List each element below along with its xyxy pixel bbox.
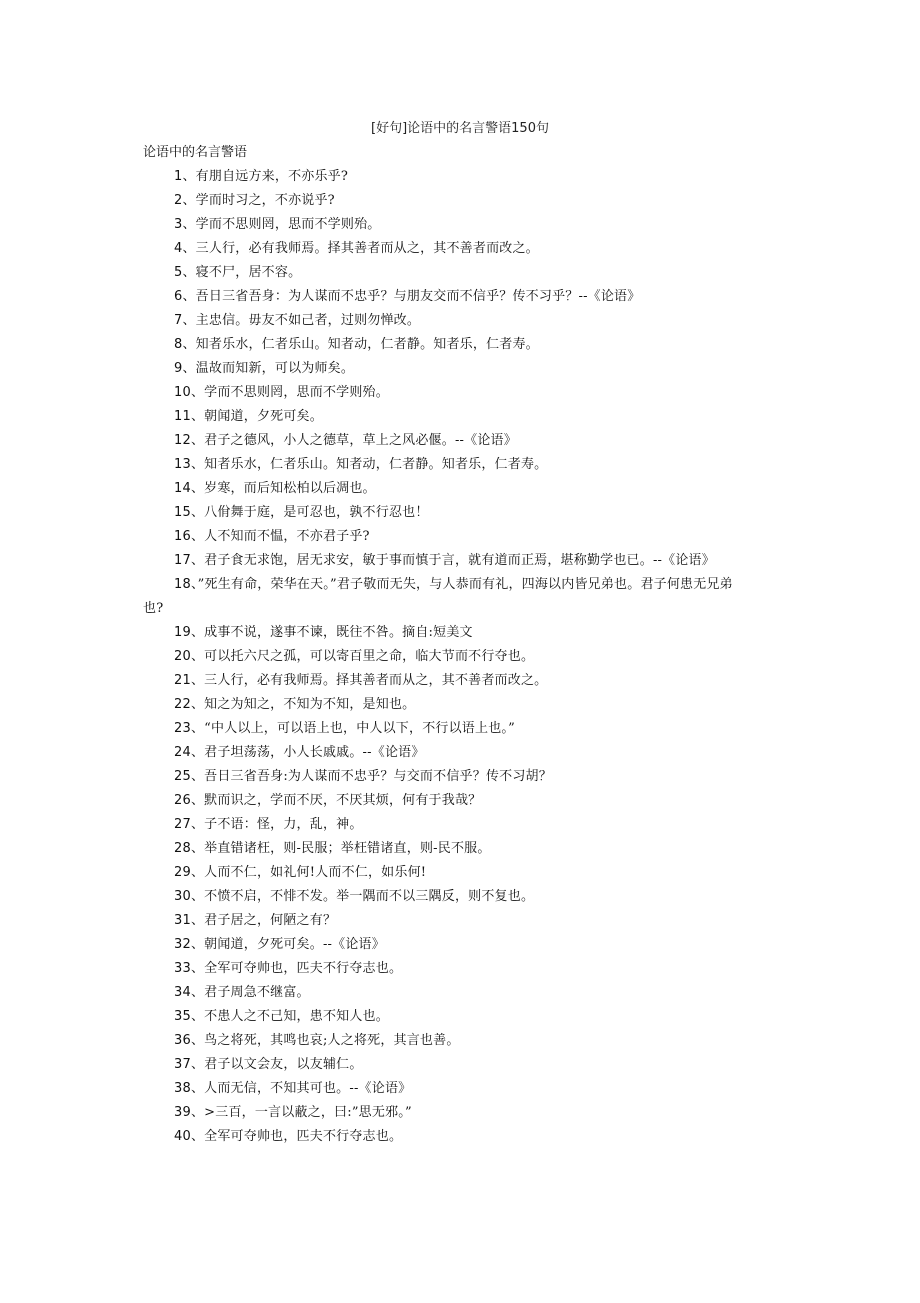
- quote-text: 人而不仁，如礼何!人而不仁，如乐何!: [204, 865, 427, 880]
- quote-number: 17、: [174, 553, 205, 568]
- quote-number: 24、: [174, 745, 205, 760]
- quote-number: 14、: [174, 481, 205, 496]
- document-title: [好句]论语中的名言警语150句: [371, 121, 549, 136]
- quote-number: 8、: [174, 337, 196, 352]
- quote-item: [143, 429, 743, 453]
- quote-item: [143, 621, 743, 645]
- quote-item: [143, 909, 743, 933]
- quote-item: [143, 357, 743, 381]
- quote-number: 39、: [174, 1105, 205, 1120]
- quote-text: ”死生有命，荣华在天。”君子敬而无失，与人恭而有礼，四海以内皆兄弟也。君子何患无兄弟也?: [143, 577, 733, 616]
- quote-text: 吾日三省吾身：为人谋而不忠乎？与朋友交而不信乎？传不习乎？--《论语》: [195, 289, 641, 304]
- quote-item: [143, 741, 743, 765]
- quote-item: [143, 885, 743, 909]
- quote-item: [143, 933, 743, 957]
- quote-item: [143, 309, 743, 333]
- quote-item: [143, 981, 743, 1005]
- quote-text: “中人以上，可以语上也，中人以下，不行以语上也。”: [204, 721, 515, 736]
- quote-number: 9、: [174, 361, 196, 376]
- quote-number: 15、: [174, 505, 205, 520]
- quote-item: [143, 285, 743, 309]
- quote-text: 不患人之不己知，患不知人也。: [204, 1009, 389, 1024]
- quote-text: 朝闻道，夕死可矣。--《论语》: [204, 937, 385, 952]
- quote-text: >三百，一言以蔽之，曰:”思无邪。”: [204, 1105, 412, 1120]
- quote-text: 君子周急不继富。: [204, 985, 310, 1000]
- quote-item: [143, 645, 743, 669]
- quote-number: 18、: [174, 577, 198, 592]
- quote-text: 岁寒，而后知松柏以后凋也。: [204, 481, 376, 496]
- quote-text: 寝不尸，居不容。: [195, 265, 302, 280]
- quote-number: 26、: [174, 793, 205, 808]
- quote-item: [143, 789, 743, 813]
- quote-text: 朝闻道，夕死可矣。: [204, 409, 323, 424]
- quote-number: 34、: [174, 985, 205, 1000]
- quote-number: 32、: [174, 937, 205, 952]
- quote-item: [143, 957, 743, 981]
- quote-item: [143, 333, 743, 357]
- quote-text: 鸟之将死，其鸣也哀;人之将死，其言也善。: [204, 1033, 460, 1048]
- quote-text: 全军可夺帅也，匹夫不行夺志也。: [204, 1129, 403, 1144]
- quote-number: 27、: [174, 817, 205, 832]
- quote-item: [143, 717, 743, 741]
- quote-text: 人不知而不愠，不亦君子乎?: [204, 529, 370, 544]
- quote-number: 25、: [174, 769, 205, 784]
- quote-item: [143, 1125, 743, 1149]
- quote-text: 君子之德风，小人之德草，草上之风必偃。--《论语》: [204, 433, 517, 448]
- quote-number: 6、: [174, 289, 196, 304]
- quote-number: 11、: [174, 409, 205, 424]
- quote-item: [143, 765, 743, 789]
- quote-item: [143, 813, 743, 837]
- quote-text: 三人行，必有我师焉。择其善者而从之，其不善者而改之。: [204, 673, 548, 688]
- quote-number: 7、: [174, 313, 196, 328]
- quote-text: 主忠信。毋友不如己者，过则勿惮改。: [195, 313, 421, 328]
- quote-number: 35、: [174, 1009, 205, 1024]
- quote-item: [143, 477, 743, 501]
- quote-text: 全军可夺帅也，匹夫不行夺志也。: [204, 961, 403, 976]
- quote-text: 君子以文会友，以友辅仁。: [204, 1057, 363, 1072]
- quote-text: 君子居之，何陋之有？: [204, 913, 337, 928]
- quote-number: 16、: [174, 529, 205, 544]
- quote-item: [143, 837, 743, 861]
- quote-item: [143, 165, 743, 189]
- quote-item: [143, 1101, 743, 1125]
- quote-item: [143, 453, 743, 477]
- quote-number: 1、: [174, 169, 196, 184]
- quote-text: 默而识之，学而不厌，不厌其烦，何有于我哉？: [204, 793, 482, 808]
- quote-number: 13、: [174, 457, 205, 472]
- quote-number: 21、: [174, 673, 205, 688]
- quote-number: 19、: [174, 625, 205, 640]
- quote-item: [143, 405, 743, 429]
- quote-number: 36、: [174, 1033, 205, 1048]
- quote-text: 学而时习之，不亦说乎?: [195, 193, 335, 208]
- quote-number: 28、: [174, 841, 205, 856]
- quote-text: 成事不说，遂事不谏，既往不咎。摘自:短美文: [204, 625, 473, 640]
- quote-item: [143, 501, 743, 525]
- quote-text: 学而不思则罔，思而不学则殆。: [204, 385, 389, 400]
- quote-number: 33、: [174, 961, 205, 976]
- quote-item: [143, 1077, 743, 1101]
- quote-number: 2、: [174, 193, 196, 208]
- quote-text: 知者乐水，仁者乐山。知者动，仁者静。知者乐，仁者寿。: [204, 457, 548, 472]
- quote-text: 可以托六尺之孤，可以寄百里之命，临大节而不行夺也。: [204, 649, 535, 664]
- quote-text: 子不语：怪，力，乱，神。: [204, 817, 363, 832]
- quote-text: 有朋自远方来，不亦乐乎?: [195, 169, 349, 184]
- quote-number: 23、: [174, 721, 205, 736]
- quote-text: 人而无信，不知其可也。--《论语》: [204, 1081, 412, 1096]
- quote-item: [143, 381, 743, 405]
- quote-number: 5、: [174, 265, 196, 280]
- quote-number: 37、: [174, 1057, 205, 1072]
- quote-item: [143, 237, 743, 261]
- quote-text: 三人行，必有我师焉。择其善者而从之，其不善者而改之。: [195, 241, 539, 256]
- quote-number: 3、: [174, 217, 196, 232]
- quote-item: [143, 549, 743, 573]
- quote-item: [143, 573, 743, 621]
- quote-number: 12、: [174, 433, 205, 448]
- quote-item: [143, 189, 743, 213]
- quote-number: 20、: [174, 649, 205, 664]
- quote-item: [143, 1029, 743, 1053]
- quote-number: 29、: [174, 865, 205, 880]
- quote-number: 31、: [174, 913, 205, 928]
- quote-text: 君子坦荡荡，小人长戚戚。--《论语》: [204, 745, 425, 760]
- quote-number: 22、: [174, 697, 205, 712]
- quote-text: 温故而知新，可以为师矣。: [195, 361, 355, 376]
- quote-text: 吾日三省吾身:为人谋而不忠乎？与交而不信乎？传不习胡？: [204, 769, 552, 784]
- quote-number: 40、: [174, 1129, 205, 1144]
- quote-number: 10、: [174, 385, 205, 400]
- quote-item: [143, 525, 743, 549]
- quote-item: [143, 669, 743, 693]
- quote-number: 30、: [174, 889, 205, 904]
- document-subtitle: 论语中的名言警语: [143, 145, 248, 160]
- quote-item: [143, 261, 743, 285]
- quote-text: 举直错诸枉，则-民服；举枉错诸直，则-民不服。: [204, 841, 491, 856]
- quote-text: 知者乐水，仁者乐山。知者动，仁者静。知者乐，仁者寿。: [195, 337, 539, 352]
- quote-text: 不愤不启，不悱不发。举一隅而不以三隅反，则不复也。: [204, 889, 535, 904]
- quote-number: 38、: [174, 1081, 205, 1096]
- quote-text: 君子食无求饱，居无求安，敏于事而慎于言，就有道而正焉，堪称勤学也已。--《论语》: [204, 553, 715, 568]
- quote-text: 知之为知之，不知为不知，是知也。: [204, 697, 416, 712]
- quote-item: [143, 693, 743, 717]
- quote-item: [143, 861, 743, 885]
- quote-text: 八佾舞于庭，是可忍也，孰不行忍也！: [204, 505, 429, 520]
- quote-number: 4、: [174, 241, 196, 256]
- quote-item: [143, 1005, 743, 1029]
- quote-text: 学而不思则罔，思而不学则殆。: [195, 217, 381, 232]
- quote-list: [143, 165, 743, 1149]
- quote-item: [143, 1053, 743, 1077]
- quote-item: [143, 213, 743, 237]
